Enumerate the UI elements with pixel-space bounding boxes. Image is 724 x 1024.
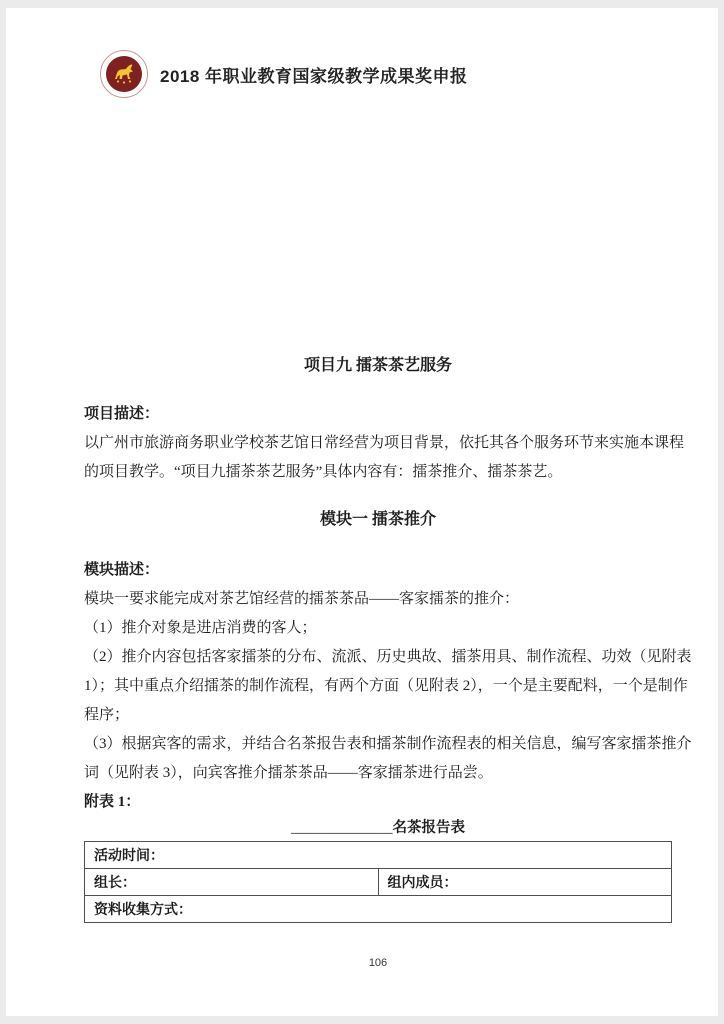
- module-desc-line: 1）；其中重点介绍擂茶的制作流程，有两个方面（见附表 2），一个是主要配料，一个是制作: [84, 678, 688, 694]
- project-desc-line: 的项目教学。“项目九擂茶茶艺服务”具体内容有：擂茶推介、擂茶茶艺。: [84, 464, 563, 480]
- module-desc-line: 程序；: [84, 707, 130, 723]
- group-members-cell: 组内成员：: [378, 869, 672, 896]
- table-row: [85, 869, 672, 896]
- caption-blank-line: ______________: [291, 820, 393, 836]
- table-row: [85, 896, 672, 923]
- module-desc-line: （2）推介内容包括客家擂茶的分布、流派、历史典故、擂茶用具、制作流程、功效（见附表: [84, 649, 692, 665]
- data-collection-cell: 资料收集方式：: [85, 896, 672, 923]
- module-desc-line: （3）根据宾客的需求，并结合名茶报告表和擂茶制作流程表的相关信息，编写客家擂茶推介: [84, 736, 692, 752]
- project-desc-line: 以广州市旅游商务职业学校茶艺馆日常经营为项目背景，依托其各个服务环节来实施本课程: [84, 435, 685, 451]
- school-seal-core: [106, 56, 142, 92]
- page-number: 106: [368, 957, 388, 969]
- project-desc-label: 项目描述：: [84, 406, 160, 422]
- appendix-label: 附表 1：: [84, 794, 141, 810]
- module-title: 模块一 擂茶推介: [319, 511, 436, 528]
- caption-text: 名茶报告表: [392, 820, 465, 836]
- famous-tea-report-table: [84, 841, 672, 923]
- school-seal-icon: [100, 50, 148, 98]
- module-desc-line: （1）推介对象是进店消费的客人；: [84, 620, 317, 636]
- page-header: [100, 48, 672, 100]
- module-desc-line: 模块一要求能完成对茶艺馆经营的擂茶茶品——客家擂茶的推介：: [84, 591, 520, 607]
- header-title: 2018 年职业教育国家级教学成果奖申报: [160, 66, 468, 86]
- document-page: [6, 8, 718, 1016]
- module-desc-line: 词（见附表 3），向宾客推介擂茶茶品——客家擂茶进行品尝。: [84, 765, 493, 781]
- table-row: [85, 842, 672, 869]
- document-title: 项目九 擂茶茶艺服务: [303, 357, 452, 374]
- project-description-paragraph: [84, 400, 685, 487]
- table-caption: [84, 820, 672, 837]
- module-desc-label: 模块描述：: [84, 562, 160, 578]
- horse-emblem-icon: [110, 60, 138, 88]
- activity-time-cell: 活动时间：: [85, 842, 672, 869]
- group-leader-cell: 组长：: [85, 869, 379, 896]
- module-description-paragraph: [84, 556, 692, 817]
